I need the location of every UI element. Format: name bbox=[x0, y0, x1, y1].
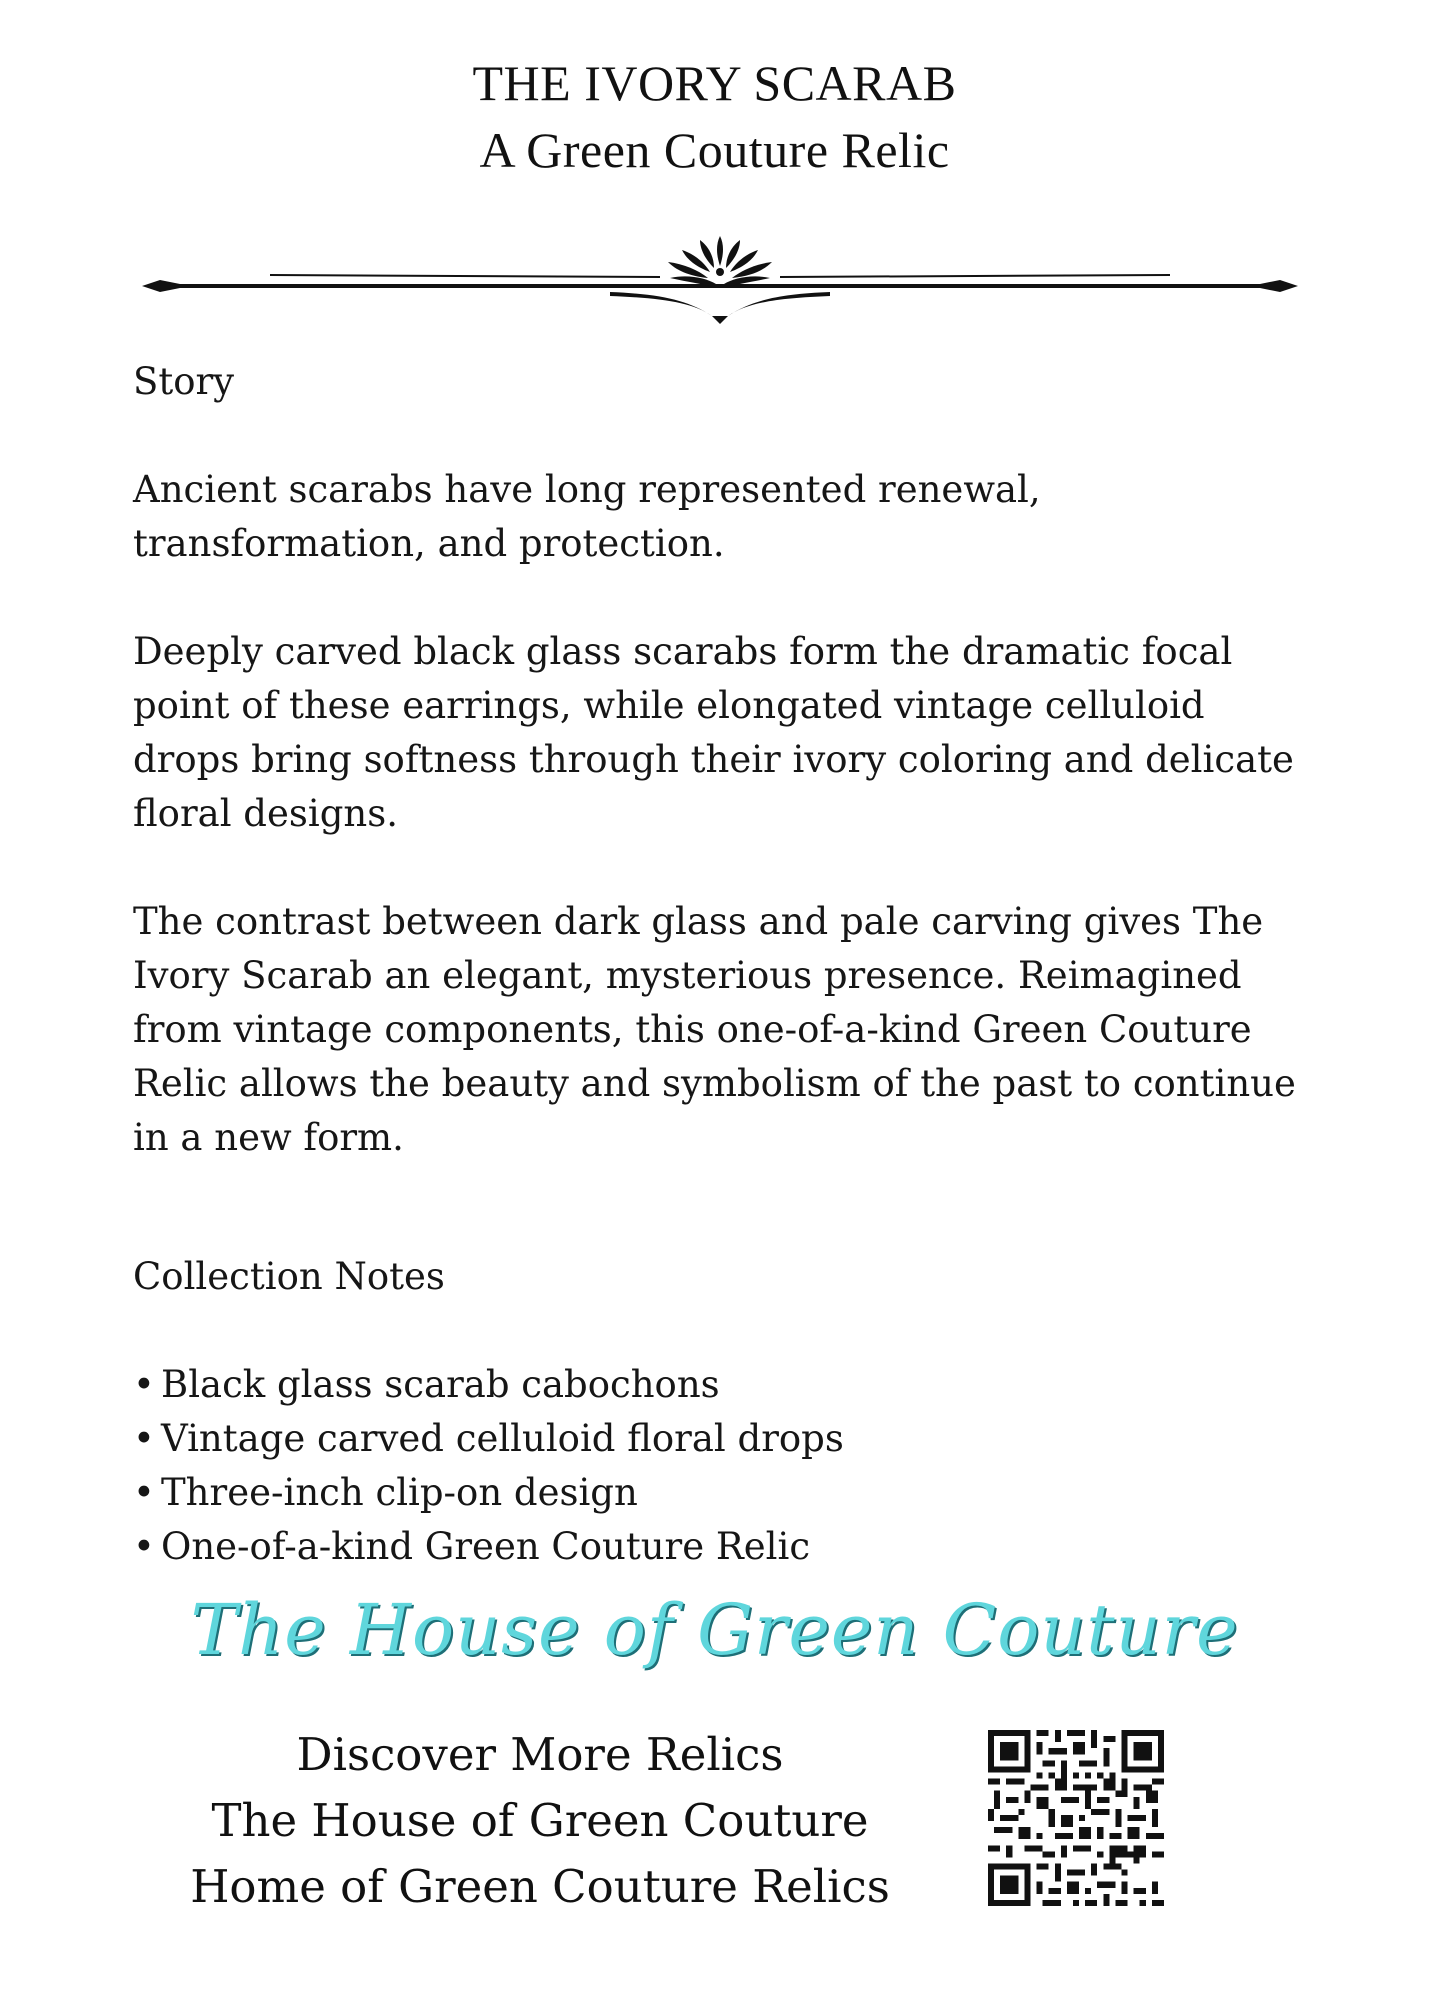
story-heading: Story bbox=[133, 360, 235, 403]
title-block bbox=[0, 50, 1429, 184]
note-text: One-of-a-kind Green Couture Relic bbox=[161, 1525, 811, 1568]
brand-logo-text: The House of Green Couture bbox=[190, 1589, 1239, 1671]
qr-code-icon[interactable] bbox=[988, 1730, 1164, 1906]
bullet-icon: • bbox=[133, 1363, 155, 1406]
list-item bbox=[133, 1466, 1313, 1520]
flourish-divider-icon bbox=[140, 232, 1300, 324]
story-content bbox=[133, 355, 1313, 1574]
story-paragraph-3: The contrast between dark glass and pale carving gives The Ivory Scarab an elegant, mysterious presence. Reimagined from vintage components, this one-of-a-kind Green Couture Relic allows the beauty and symbolism of the past to continue in a new form. bbox=[133, 900, 1296, 1159]
note-text: Black glass scarab cabochons bbox=[161, 1363, 720, 1406]
story-paragraph-2: Deeply carved black glass scarabs form the dramatic focal point of these earrings, while elongated vintage celluloid drops bring softness through their ivory coloring and delicate floral designs. bbox=[133, 630, 1294, 835]
footer-line-3: Home of Green Couture Relics bbox=[190, 1860, 890, 1913]
page-title: THE IVORY SCARAB bbox=[472, 55, 957, 111]
bullet-icon: • bbox=[133, 1417, 155, 1460]
collection-notes-list bbox=[133, 1358, 1313, 1574]
footer-text bbox=[160, 1722, 920, 1920]
collection-heading: Collection Notes bbox=[133, 1255, 445, 1298]
bullet-icon: • bbox=[133, 1525, 155, 1568]
list-item bbox=[133, 1412, 1313, 1466]
note-text: Three-inch clip-on design bbox=[161, 1471, 638, 1514]
footer-line-1: Discover More Relics bbox=[296, 1728, 784, 1781]
bullet-icon: • bbox=[133, 1471, 155, 1514]
list-item bbox=[133, 1520, 1313, 1574]
footer-line-2: The House of Green Couture bbox=[211, 1794, 869, 1847]
story-paragraph-1: Ancient scarabs have long represented renewal, transformation, and protection. bbox=[133, 468, 1041, 565]
note-text: Vintage carved celluloid floral drops bbox=[161, 1417, 844, 1460]
page-subtitle: A Green Couture Relic bbox=[479, 122, 950, 178]
list-item bbox=[133, 1358, 1313, 1412]
